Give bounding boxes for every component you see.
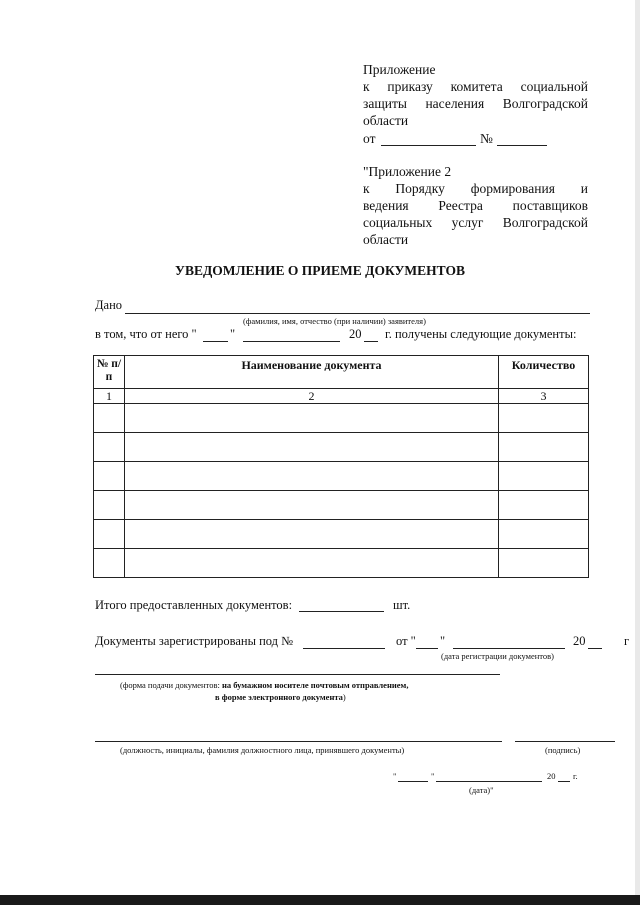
submission-option-paper: на бумажном носителе почтовым отправлением,	[221, 680, 409, 690]
table-row	[94, 433, 589, 462]
date-day-blank[interactable]	[398, 781, 428, 782]
signatory-caption: (должность, инициалы, фамилия должностного лица, принявшего документы)	[120, 745, 405, 755]
submission-form-caption-line2	[215, 692, 346, 702]
table-numbering-row	[94, 389, 589, 404]
registered-year-suffix: г	[624, 634, 630, 648]
col-number-1: 1	[94, 389, 125, 404]
header-number: № п/п	[94, 356, 125, 389]
header-quantity: Количество	[499, 356, 589, 389]
scan-bottom-edge	[0, 895, 640, 905]
cell-doc[interactable]	[124, 491, 498, 520]
received-prefix: в том, что от него "	[95, 327, 197, 341]
appendix2-line-4: области	[363, 232, 409, 247]
total-count-blank[interactable]	[299, 611, 384, 612]
appendix-order-date	[363, 130, 375, 147]
registration-date-caption: (дата регистрации документов)	[441, 651, 554, 661]
date-year-blank[interactable]	[558, 781, 570, 782]
documents-table	[93, 355, 589, 578]
table-row	[94, 549, 589, 578]
given-label: Дано	[95, 298, 123, 312]
signatory-blank[interactable]	[95, 741, 502, 742]
table-header-row	[94, 356, 589, 389]
submission-option-electronic: в форме электронного документа	[215, 692, 343, 702]
header-document-name: Наименование документа	[124, 356, 498, 389]
cell-qty[interactable]	[499, 462, 589, 491]
cell-num[interactable]	[94, 520, 125, 549]
appendix-date-blank	[381, 145, 476, 146]
appendix-number-label: №	[480, 131, 493, 146]
appendix-number-blank	[497, 145, 547, 146]
col-number-3: 3	[499, 389, 589, 404]
cell-doc[interactable]	[124, 433, 498, 462]
cell-num[interactable]	[94, 462, 125, 491]
cell-num[interactable]	[94, 549, 125, 578]
registered-day-blank[interactable]	[416, 648, 438, 649]
date-caption: (дата)"	[469, 785, 494, 795]
registered-from-label: от "	[396, 634, 416, 648]
table-row	[94, 520, 589, 549]
date-quote-close: "	[431, 771, 435, 781]
registered-month-blank[interactable]	[453, 648, 565, 649]
cell-num[interactable]	[94, 433, 125, 462]
table-row	[94, 462, 589, 491]
given-name-blank[interactable]	[125, 313, 590, 314]
cell-doc[interactable]	[124, 520, 498, 549]
cell-qty[interactable]	[499, 433, 589, 462]
appendix2-line-3: социальных услуг Волгоградской	[363, 215, 588, 230]
table-row	[94, 404, 589, 433]
fio-caption: (фамилия, имя, отчество (при наличии) заявителя)	[243, 316, 426, 326]
date-year-suffix: г.	[573, 771, 578, 781]
received-quote-close: "	[230, 327, 236, 341]
appendix-title: Приложение	[363, 62, 436, 77]
date-quote-open: "	[393, 771, 397, 781]
submission-caption-suffix: )	[342, 692, 346, 702]
appendix-line-2: защиты населения Волгоградской	[363, 96, 588, 111]
signature-blank[interactable]	[515, 741, 615, 742]
registered-year-prefix: 20	[573, 634, 586, 648]
received-year-blank[interactable]	[364, 341, 378, 342]
received-suffix: г. получены следующие документы:	[385, 327, 577, 341]
submission-form-blank[interactable]	[95, 674, 500, 675]
table-row	[94, 491, 589, 520]
registered-label: Документы зарегистрированы под №	[95, 634, 294, 648]
page-edge-shadow	[635, 0, 640, 895]
cell-doc[interactable]	[124, 404, 498, 433]
cell-doc[interactable]	[124, 549, 498, 578]
cell-doc[interactable]	[124, 462, 498, 491]
appendix2-line-1: к Порядку формирования и	[363, 181, 588, 196]
submission-caption-prefix: (форма подачи документов:	[120, 680, 220, 690]
date-year-prefix: 20	[547, 771, 556, 781]
cell-qty[interactable]	[499, 520, 589, 549]
submission-form-caption	[120, 680, 408, 690]
received-day-blank[interactable]	[203, 341, 228, 342]
signature-caption: (подпись)	[545, 745, 581, 755]
total-unit: шт.	[393, 598, 411, 612]
col-number-2: 2	[124, 389, 498, 404]
appendix-block	[363, 61, 588, 129]
registered-quote-close: "	[440, 634, 446, 648]
cell-num[interactable]	[94, 491, 125, 520]
date-month-blank[interactable]	[436, 781, 542, 782]
cell-qty[interactable]	[499, 404, 589, 433]
appendix-from-label: от	[363, 131, 376, 146]
registered-year-blank[interactable]	[588, 648, 602, 649]
cell-qty[interactable]	[499, 549, 589, 578]
cell-num[interactable]	[94, 404, 125, 433]
appendix2-line-2: ведения Реестра поставщиков	[363, 198, 588, 213]
total-label: Итого предоставленных документов:	[95, 598, 293, 612]
received-month-blank[interactable]	[243, 341, 340, 342]
registered-number-blank[interactable]	[303, 648, 385, 649]
appendix-line-3: области	[363, 113, 409, 128]
appendix2-title: "Приложение 2	[363, 164, 452, 179]
received-year-prefix: 20	[349, 327, 362, 341]
appendix-line-1: к приказу комитета социальной	[363, 79, 588, 94]
appendix2-block	[363, 163, 588, 248]
cell-qty[interactable]	[499, 491, 589, 520]
document-title: УВЕДОМЛЕНИЕ О ПРИЕМЕ ДОКУМЕНТОВ	[175, 263, 465, 278]
